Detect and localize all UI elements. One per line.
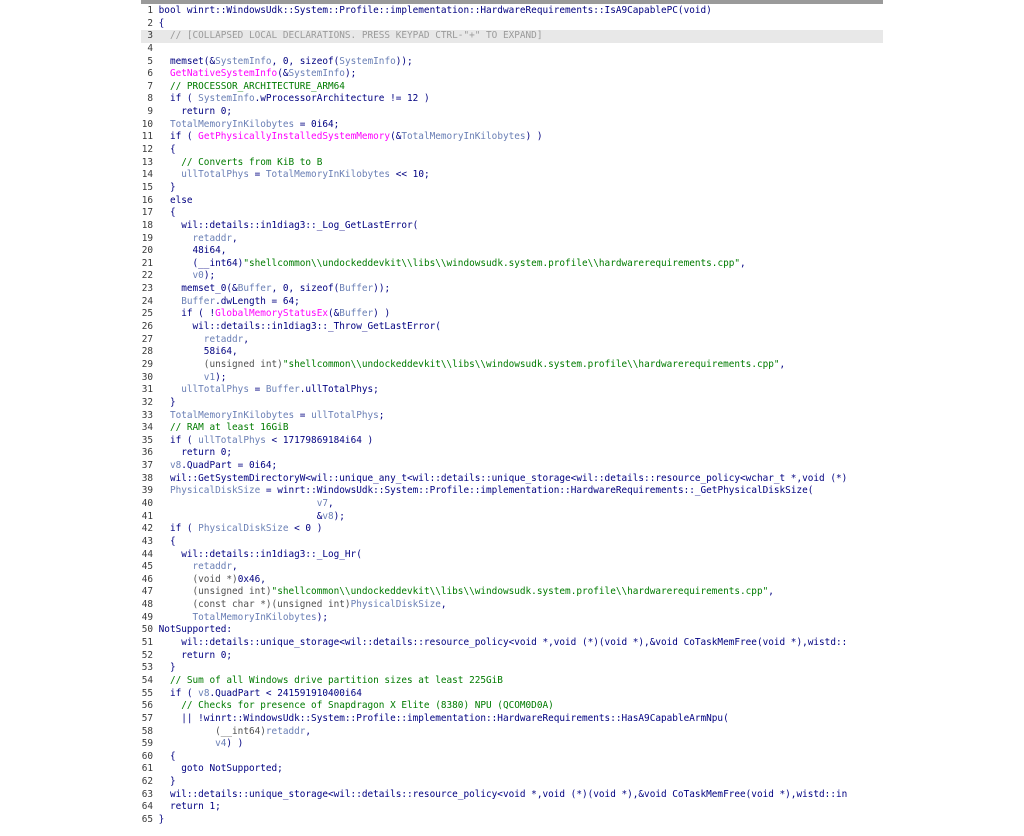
code-token: ) ) [373,308,391,320]
code-token: ullTotalPhys [158,384,249,396]
line-number: 2 [147,17,153,29]
code-token: if ( [158,523,199,535]
code-token: GetNativeSystemInfo [158,68,278,80]
code-line[interactable] [141,106,883,119]
line-number: 30 [141,371,153,383]
code-line[interactable] [141,498,883,511]
code-token: if ( [158,687,199,699]
line-number: 59 [141,738,153,750]
code-line[interactable] [141,283,883,296]
code-token: 0x46, [237,573,266,585]
code-token: wil::GetSystemDirectoryW<wil::unique_any_t<wil::details::unique_storage<wil::details::resource_policy<wchar_t *,void (*) [158,472,848,484]
code-token: = 0i64; [294,118,340,130]
code-line[interactable] [141,258,883,271]
line-number: 24 [141,295,153,307]
line-number: 41 [141,510,153,522]
pseudocode-title-bar [141,0,883,4]
code-token: Buffer [265,384,300,396]
code-token: (__int64) [158,257,244,269]
code-token: v1 [158,371,216,383]
line-number: 8 [147,93,153,105]
code-token: (& [328,308,340,320]
code-line[interactable] [141,182,883,195]
code-line[interactable] [141,460,883,473]
code-line[interactable] [141,410,883,423]
code-token: , [232,561,238,573]
line-number: 3 [147,30,153,42]
code-line[interactable] [141,43,883,56]
code-token: // RAM at least 16GiB [158,422,289,434]
code-token: , [440,599,447,611]
code-token: PhysicalDiskSize [350,599,441,611]
line-number: 9 [147,106,153,118]
code-token: retaddr [158,333,244,345]
code-token: 48i64, [158,245,227,257]
code-token: wil::details::in1diag3::_Log_GetLastError( [158,219,419,231]
code-token: .QuadPart < 241591910400i64 [209,687,362,699]
code-line[interactable] [141,144,883,157]
code-token: .ullTotalPhys; [299,384,379,396]
code-line[interactable] [141,624,883,637]
code-token: } [158,662,176,674]
code-token: ) ) [226,738,244,750]
line-number: 43 [141,535,153,547]
code-token: , [232,232,238,244]
pseudocode-view[interactable] [141,5,883,834]
line-number: 62 [141,776,153,788]
code-line[interactable] [141,56,883,69]
code-token: memset_0(& [158,283,238,295]
code-line[interactable] [141,549,883,562]
line-number: 1 [147,5,153,16]
line-number: 35 [141,434,153,446]
code-line[interactable] [141,814,883,827]
code-token: GlobalMemoryStatusEx [215,308,328,320]
line-number: 25 [141,308,153,320]
line-number: 32 [141,396,153,408]
line-number: 12 [141,144,153,156]
code-line[interactable] [141,422,883,435]
code-line[interactable] [141,700,883,713]
code-line[interactable] [141,675,883,688]
code-token: < 0 ) [288,523,323,535]
code-token: (void *) [158,573,238,585]
code-token: if ( ! [158,308,216,320]
code-token: // [COLLAPSED LOCAL DECLARATIONS. PRESS KEYPAD CTRL-"+" TO EXPAND] [158,30,543,42]
line-number: 4 [147,42,153,54]
code-token: wil::details::unique_storage<wil::details::resource_policy<void *,void (*)(void *),&void CoTaskMemFree(void *),wistd:: [158,637,848,649]
code-line[interactable] [141,612,883,625]
code-line[interactable] [141,751,883,764]
line-number: 13 [141,156,153,168]
code-line[interactable] [141,561,883,574]
code-line[interactable] [141,384,883,397]
code-token: GetPhysicallyInstalledSystemMemory [198,131,391,143]
line-number: 55 [141,687,153,699]
line-number: 23 [141,283,153,295]
code-line[interactable] [141,119,883,132]
code-token: wil::details::in1diag3::_Log_Hr( [158,548,362,560]
code-token: (unsigned int) [158,358,283,370]
line-number: 6 [147,68,153,80]
line-number: 29 [141,358,153,370]
line-number: 58 [141,725,153,737]
code-line[interactable] [141,435,883,448]
line-number: 45 [141,561,153,573]
code-token: Buffer [339,308,374,320]
code-token: Buffer [237,283,272,295]
line-number: 61 [141,763,153,775]
line-number: 22 [141,270,153,282]
code-line[interactable] [141,738,883,751]
code-line[interactable] [141,81,883,94]
code-token: , 0, sizeof( [271,283,340,295]
line-number: 27 [141,333,153,345]
code-token: = [248,384,266,396]
code-token: , [327,497,334,509]
code-token: v8 [158,460,182,472]
code-token: ) ) [525,131,543,143]
code-line[interactable] [141,308,883,321]
code-token: TotalMemoryInKilobytes [158,409,295,421]
line-number: 54 [141,674,153,686]
code-line[interactable] [141,688,883,701]
code-token: } [158,814,165,825]
code-token: , [243,333,249,345]
line-number: 33 [141,409,153,421]
code-token: PhysicalDiskSize [198,523,289,535]
code-line[interactable] [141,447,883,460]
code-line[interactable] [141,397,883,410]
code-line[interactable] [141,763,883,776]
code-token: v8 [322,510,334,522]
code-token: = [294,409,312,421]
code-token: (& [390,131,402,143]
code-token: ); [344,68,357,80]
line-number: 15 [141,181,153,193]
code-line[interactable] [141,169,883,182]
code-token: (__int64) [158,725,266,737]
code-token: ; [378,409,385,421]
code-token: return 1; [158,801,221,813]
code-token: // Checks for presence of Snapdragon X Elite (8380) NPU (QCOM0D0A) [158,700,554,712]
code-token: < 17179869184i64 ) [265,434,374,446]
code-token: Buffer [158,295,216,307]
line-number: 42 [141,523,153,535]
line-number: 44 [141,548,153,560]
code-line[interactable] [141,599,883,612]
code-token: // PROCESSOR_ARCHITECTURE_ARM64 [158,80,345,92]
code-line[interactable] [141,18,883,31]
code-token: retaddr [158,232,233,244]
line-number: 56 [141,700,153,712]
code-token: v4 [158,738,227,750]
code-token: ); [215,371,227,383]
code-token: retaddr [158,561,233,573]
code-token: SystemInfo [339,55,396,67]
code-line[interactable] [141,131,883,144]
code-token: ); [203,270,216,282]
code-token: )); [395,55,413,67]
code-token: )); [373,283,391,295]
code-token: ullTotalPhys [158,169,249,181]
code-line[interactable] [141,650,883,663]
line-number: 60 [141,750,153,762]
code-line[interactable] [141,536,883,549]
code-line[interactable] [141,801,883,814]
code-token: if ( [158,131,199,143]
line-number: 50 [141,624,153,636]
line-number: 37 [141,460,153,472]
code-line[interactable] [141,662,883,675]
line-number: 51 [141,637,153,649]
line-number: 39 [141,485,153,497]
code-token: return 0; [158,106,233,118]
code-token: { [158,750,176,762]
code-line[interactable] [141,157,883,170]
code-token: if ( [158,434,199,446]
code-token: , [779,358,786,370]
code-token: bool winrt::WindowsUdk::System::Profile::implementation::HardwareRequirements::IsA9CapablePC(void) [158,5,712,16]
line-number: 38 [141,472,153,484]
code-token: Buffer [339,283,374,295]
code-token: 58i64, [158,346,238,358]
code-token: wil::details::unique_storage<wil::details::resource_policy<void *,void (*)(void *),&void CoTaskMemFree(void *),wistd::in [158,788,848,800]
code-token: v8 [198,687,210,699]
line-number: 14 [141,169,153,181]
code-token: TotalMemoryInKilobytes [265,169,391,181]
code-line[interactable] [141,296,883,309]
code-line[interactable] [141,726,883,739]
code-line[interactable] [141,511,883,524]
code-token: goto NotSupported; [158,763,283,775]
code-line[interactable] [141,321,883,334]
code-token: TotalMemoryInKilobytes [158,118,295,130]
line-number: 18 [141,219,153,231]
line-number: 46 [141,573,153,585]
code-line[interactable] [141,586,883,599]
code-token: (const char *)(unsigned int) [158,599,351,611]
code-token: "shellcommon\\undockeddevkit\\libs\\windowsudk.system.profile\\hardwarerequirements.cpp" [282,358,780,370]
code-line[interactable] [141,68,883,81]
code-token: (& [277,68,289,80]
line-number: 28 [141,346,153,358]
code-token: , [768,586,774,598]
line-number: 21 [141,257,153,269]
code-token: } [158,776,176,788]
code-token: SystemInfo [288,68,345,80]
code-token: TotalMemoryInKilobytes [158,611,317,623]
line-number: 65 [141,814,153,825]
line-number: 63 [141,788,153,800]
line-number: 49 [141,611,153,623]
line-number: 34 [141,422,153,434]
code-line[interactable] [141,5,883,18]
code-token: << 10; [390,169,430,181]
code-token: TotalMemoryInKilobytes [401,131,526,143]
code-line[interactable] [141,372,883,385]
code-token: , 0, sizeof( [271,55,340,67]
code-token: ullTotalPhys [311,409,379,421]
code-token: { [158,144,176,156]
line-number: 10 [141,118,153,130]
code-token: (unsigned int) [158,586,272,598]
code-line[interactable] [141,485,883,498]
code-token: wil::details::in1diag3::_Throw_GetLastError( [158,321,441,333]
code-token: { [158,535,176,547]
code-token: { [158,207,176,219]
code-line[interactable] [141,334,883,347]
code-token: // Sum of all Windows drive partition sizes at least 225GiB [158,674,503,686]
code-token: ullTotalPhys [198,434,266,446]
code-token: , [740,257,746,269]
code-line[interactable] [141,233,883,246]
code-line[interactable] [141,270,883,283]
code-token: , [305,725,312,737]
code-token: & [158,510,323,522]
code-line[interactable] [141,473,883,486]
code-token: PhysicalDiskSize [158,485,261,497]
line-number: 47 [141,586,153,598]
code-line[interactable] [141,346,883,359]
code-token: memset(& [158,55,216,67]
code-token: v0 [158,270,204,282]
line-number: 17 [141,207,153,219]
code-token: retaddr [265,725,306,737]
code-line[interactable] [141,713,883,726]
code-token: ); [316,611,328,623]
code-line[interactable] [141,30,883,43]
line-number: 40 [141,497,153,509]
code-token: NotSupported: [158,624,233,636]
line-number: 52 [141,649,153,661]
code-line[interactable] [141,789,883,802]
code-line[interactable] [141,220,883,233]
code-token: = [248,169,266,181]
code-token: return 0; [158,447,233,459]
line-number: 20 [141,245,153,257]
code-line[interactable] [141,195,883,208]
code-token: .wProcessorArchitecture != 12 ) [254,93,430,105]
code-line[interactable] [141,245,883,258]
code-token: } [158,181,176,193]
line-number: 19 [141,232,153,244]
code-token: return 0; [158,649,233,661]
code-line[interactable] [141,776,883,789]
code-token: "shellcommon\\undockeddevkit\\libs\\windowsudk.system.profile\\hardwarerequirements.cpp" [271,586,769,598]
code-token: if ( [158,93,199,105]
line-number: 5 [147,55,153,67]
code-line[interactable] [141,574,883,587]
code-token: = winrt::WindowsUdk::System::Profile::implementation::HardwareRequirements::_GetPhysicalDiskSize( [260,485,814,497]
line-number: 26 [141,321,153,333]
code-token: ); [333,510,345,522]
line-number: 57 [141,712,153,724]
code-line[interactable] [141,207,883,220]
code-token: // Converts from KiB to B [158,156,323,168]
code-token: "shellcommon\\undockeddevkit\\libs\\windowsudk.system.profile\\hardwarerequirements.cpp" [243,257,741,269]
code-line[interactable] [141,523,883,536]
code-token: } [158,396,176,408]
code-line[interactable] [141,93,883,106]
line-number: 48 [141,599,153,611]
gutter-gap [153,43,159,54]
line-number: 31 [141,384,153,396]
line-number: 11 [141,131,153,143]
line-number: 53 [141,662,153,674]
line-number: 16 [141,194,153,206]
code-line[interactable] [141,637,883,650]
line-number: 64 [141,801,153,813]
code-token: SystemInfo [198,93,255,105]
code-token: SystemInfo [215,55,272,67]
line-number: 36 [141,447,153,459]
code-token: else [158,194,193,206]
code-token: .QuadPart = 0i64; [181,460,278,472]
code-token: || !winrt::WindowsUdk::System::Profile::implementation::HardwareRequirements::HasA9CapableArmNpu( [158,712,729,724]
line-number: 7 [147,80,153,92]
code-line[interactable] [141,359,883,372]
code-token: { [158,17,165,29]
code-token: v7 [158,497,328,509]
code-token: .dwLength = 64; [215,295,300,307]
